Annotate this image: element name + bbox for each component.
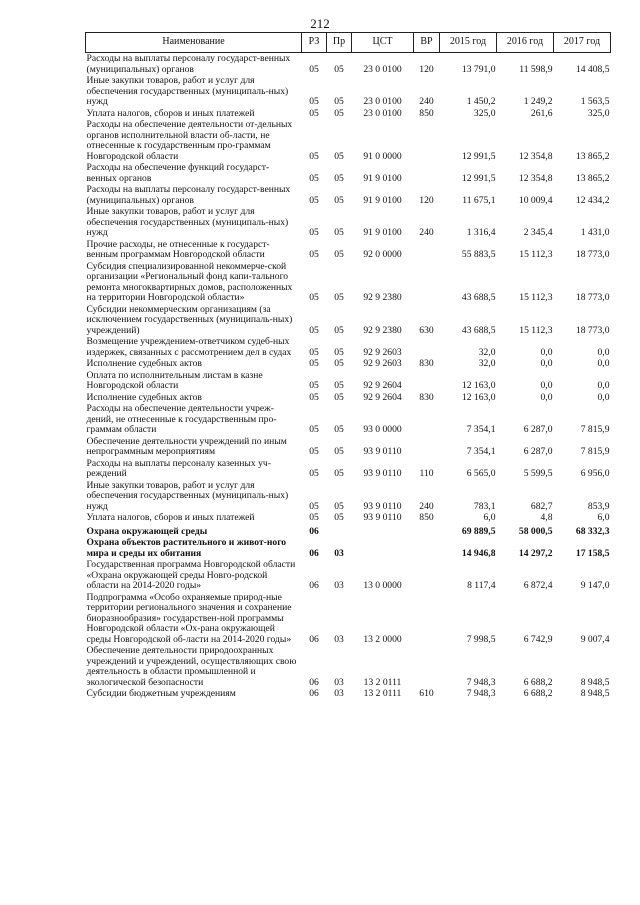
- row-pr: 05: [334, 63, 344, 75]
- row-rz: 05: [309, 424, 319, 435]
- row-vr: [414, 436, 440, 458]
- row-cst: 92 9 2380: [363, 324, 402, 336]
- row-rz: 05: [309, 468, 319, 479]
- row-cst: 93 9 0110: [363, 446, 402, 457]
- row-2015: 1 450,2: [466, 96, 496, 107]
- row-pr: 05: [334, 249, 344, 260]
- row-2015: 7 998,5: [466, 633, 496, 645]
- row-2017: 9 007,4: [580, 633, 610, 645]
- row-pr: 05: [334, 346, 344, 358]
- row-2016: 2 345,4: [523, 227, 553, 238]
- row-pr: 03: [334, 547, 344, 559]
- row-pr: 05: [334, 227, 344, 238]
- row-2017: 14 408,5: [575, 63, 610, 75]
- row-rz: 05: [309, 380, 319, 391]
- row-2015: 11 675,1: [462, 194, 496, 206]
- header-2015: 2015 год: [440, 33, 497, 53]
- row-name: Субсидии некоммерческим организациям (за исключением государственных (муниципаль-ных) учреждений): [86, 303, 293, 336]
- table-row: [86, 480, 611, 513]
- row-rz: 06: [309, 633, 319, 645]
- row-name: Охрана окружающей среды: [86, 525, 208, 537]
- row-2016: 12 354,8: [518, 172, 553, 184]
- row-cst: 13 2 0111: [363, 676, 402, 688]
- table-row: [86, 392, 611, 404]
- row-vr: [414, 537, 440, 559]
- row-vr: [414, 524, 440, 538]
- row-rz: 05: [309, 512, 319, 523]
- row-2015: 325,0: [473, 107, 496, 119]
- row-name: Возмещение учреждением-ответчиком судеб-ных издержек, связанных с рассмотрением дел в судах: [86, 336, 292, 358]
- row-name: Субсидии бюджетным учреждениям: [86, 688, 236, 699]
- row-rz: 06: [309, 547, 319, 559]
- row-rz: 05: [309, 150, 319, 162]
- row-pr: 05: [334, 150, 344, 162]
- row-name: Расходы на обеспечение деятельности от-дельных органов исполнительной власти об-ласти, не отнесенные к государственным про-граммам Новгородской области: [86, 119, 293, 162]
- row-rz: 05: [309, 446, 319, 457]
- row-rz: 05: [309, 194, 319, 206]
- row-cst: 91 9 0100: [363, 194, 402, 206]
- row-cst: 92 9 2380: [363, 292, 402, 303]
- row-2017: 6 956,0: [580, 468, 610, 479]
- row-2017: 13 865,2: [575, 150, 610, 162]
- row-rz: 06: [309, 525, 319, 537]
- row-name: Оплата по исполнительным листам в казне Новгородской области: [86, 369, 263, 391]
- row-name: Прочие расходы, не отнесенные к государст-венным программам Новгородской области: [86, 238, 270, 260]
- row-2017: 18 773,0: [575, 324, 610, 336]
- row-vr: 120: [419, 194, 434, 206]
- row-pr: 03: [334, 676, 344, 688]
- row-2015: 7 354,1: [466, 446, 496, 457]
- table-row: [86, 403, 611, 436]
- row-name: Обеспечение деятельности учреждений по иным непрограммным мероприятиям: [86, 435, 287, 457]
- row-2015: 12 991,5: [461, 172, 496, 184]
- row-2017: 68 332,3: [575, 525, 610, 537]
- row-2016: 0,0: [540, 358, 553, 369]
- row-pr: 05: [334, 194, 344, 206]
- row-2015: 6,0: [483, 512, 496, 523]
- table-row: [86, 436, 611, 458]
- row-vr: 240: [419, 96, 434, 107]
- table-row: [86, 206, 611, 239]
- table-row: [86, 162, 611, 184]
- row-cst: 93 9 0110: [363, 512, 402, 523]
- row-2017: 17 158,5: [575, 547, 610, 559]
- row-2016: 682,7: [530, 500, 553, 512]
- table-row: [86, 239, 611, 261]
- row-name: Уплата налогов, сборов и иных платежей: [86, 107, 255, 119]
- row-2017: 0,0: [597, 358, 610, 369]
- row-cst: 13 2 0000: [363, 633, 402, 645]
- row-name: Расходы на обеспечение деятельности учреж-дений, не отнесенные к государственным про-граммам области: [86, 403, 277, 435]
- row-rz: 05: [309, 391, 319, 403]
- table-row: [86, 304, 611, 337]
- row-2015: 8 117,4: [467, 580, 496, 591]
- row-cst: 23 0 0100: [363, 107, 402, 119]
- row-2016: 58 000,5: [518, 525, 553, 537]
- row-2017: 8 948,5: [580, 688, 610, 699]
- row-2015: 43 688,5: [461, 292, 496, 303]
- row-name: Исполнение судебных актов: [86, 391, 202, 403]
- table-row: [86, 688, 611, 700]
- row-cst: 92 9 2603: [363, 346, 402, 358]
- header-pr: Пр: [327, 33, 352, 53]
- row-2015: 14 946,8: [461, 547, 496, 559]
- row-2016: 15 112,3: [519, 249, 553, 260]
- row-name: Расходы на выплаты персоналу государст-венных (муниципальных) органов: [86, 184, 291, 206]
- row-vr: [414, 403, 440, 436]
- row-2015: 55 883,5: [461, 249, 496, 260]
- table-row: [86, 592, 611, 646]
- page-number: 212: [310, 16, 330, 31]
- table-row: [86, 184, 611, 206]
- row-2016: 0,0: [540, 391, 553, 403]
- row-cst: 13 2 0111: [363, 688, 402, 699]
- row-2015: 12 163,0: [461, 380, 496, 391]
- row-pr: 05: [334, 96, 344, 107]
- row-2015: 7 948,3: [466, 688, 496, 699]
- row-rz: 05: [309, 500, 319, 512]
- row-vr: 850: [419, 107, 434, 119]
- row-pr: [327, 524, 352, 538]
- row-vr: 240: [419, 500, 434, 512]
- budget-table: [85, 32, 611, 700]
- row-2017: 0,0: [597, 346, 610, 358]
- row-2016: 6 287,0: [523, 424, 553, 435]
- row-2017: 9 147,0: [580, 580, 610, 591]
- row-name: Охрана объектов растительного и живот-ного мира и среды их обитания: [86, 537, 287, 559]
- row-pr: 05: [334, 500, 344, 512]
- row-2017: 18 773,0: [575, 292, 610, 303]
- row-2017: 13 865,2: [575, 172, 610, 184]
- row-vr: 240: [419, 227, 434, 238]
- row-vr: 630: [419, 324, 434, 336]
- row-name: Расходы на выплаты персоналу государст-венных (муниципальных) органов: [86, 53, 291, 75]
- row-vr: [414, 645, 440, 688]
- row-2016: 261,6: [530, 107, 553, 119]
- row-name: Государственная программа Новгородской области «Охрана окружающей среды Новго-родской области на 2014-2020 годы»: [86, 559, 296, 591]
- table-row: [86, 458, 611, 480]
- row-vr: [414, 370, 440, 392]
- row-pr: 05: [334, 324, 344, 336]
- row-name: Расходы на выплаты персоналу казенных уч-реждений: [86, 457, 271, 479]
- row-2016: 6 688,2: [523, 688, 553, 699]
- row-cst: 92 0 0000: [363, 249, 402, 260]
- row-2017: 7 815,9: [580, 446, 610, 457]
- row-2015: 783,1: [473, 500, 496, 512]
- row-vr: [414, 261, 440, 304]
- row-2016: 11 598,9: [519, 63, 553, 75]
- header-rz: РЗ: [302, 33, 327, 53]
- row-cst: 91 0 0000: [363, 150, 402, 162]
- header-vr: ВР: [414, 33, 440, 53]
- row-pr: 05: [334, 446, 344, 457]
- row-vr: 610: [419, 688, 434, 699]
- table-row: [86, 370, 611, 392]
- row-2017: 1 431,0: [580, 227, 610, 238]
- row-rz: 05: [309, 172, 319, 184]
- row-cst: 23 0 0100: [363, 96, 402, 107]
- row-cst: 93 9 0110: [363, 468, 402, 479]
- row-2015: 13 791,0: [461, 63, 496, 75]
- row-2017: 6,0: [597, 512, 610, 523]
- table-row: [86, 336, 611, 358]
- table-row: [86, 559, 611, 592]
- row-vr: 110: [419, 468, 434, 479]
- row-2015: 12 163,0: [461, 391, 496, 403]
- table-row: [86, 524, 611, 538]
- header-cst: ЦСТ: [352, 33, 414, 53]
- row-rz: 05: [309, 324, 319, 336]
- row-pr: 03: [334, 580, 344, 591]
- row-rz: 05: [309, 107, 319, 119]
- row-2015: 1 316,4: [466, 227, 496, 238]
- row-2016: 0,0: [540, 346, 553, 358]
- row-name: Подпрограмма «Особо охраняемые природ-ные территории регионального значения и сохранение биоразнообразия» государствен-ной программы Новгородской области «Ох-рана окружающей среды Новгородской об-ласти на 2014-2020 годы»: [86, 591, 292, 645]
- row-pr: 05: [334, 358, 344, 369]
- row-pr: 05: [334, 512, 344, 523]
- table-header-row: [86, 33, 611, 53]
- row-pr: 05: [334, 172, 344, 184]
- row-name: Расходы на обеспечение функций государст-венных органов: [86, 162, 270, 184]
- row-name: Субсидия специализированной некоммерче-ской организации «Региональный фонд капи-тального ремонта многоквартирных домов, расположенных на территории Новгородской области»: [86, 260, 293, 303]
- row-2015: 7 948,3: [466, 676, 496, 688]
- row-rz: 05: [309, 249, 319, 260]
- row-cst: 93 0 0000: [363, 424, 402, 435]
- row-2016: 5 599,5: [523, 468, 553, 479]
- row-name: Обеспечение деятельности природоохранных учреждений и учреждений, осуществляющих свою деятельность в области промышленной и экологической безопасности: [86, 645, 297, 688]
- row-2016: 6 742,9: [523, 633, 553, 645]
- row-name: Исполнение судебных актов: [86, 358, 202, 369]
- table-row: [86, 358, 611, 370]
- row-2015: 6 565,0: [466, 468, 496, 479]
- row-pr: 05: [334, 107, 344, 119]
- row-rz: 05: [309, 227, 319, 238]
- row-rz: 05: [309, 292, 319, 303]
- table-row: [86, 645, 611, 688]
- row-2016: 6 872,4: [523, 580, 553, 591]
- row-2017: 1 563,5: [580, 96, 610, 107]
- row-vr: 120: [419, 63, 434, 75]
- row-cst: [352, 524, 414, 538]
- row-pr: 05: [334, 292, 344, 303]
- row-2016: 1 249,2: [523, 96, 553, 107]
- row-2015: 7 354,1: [466, 424, 496, 435]
- row-cst: 92 9 2604: [363, 380, 402, 391]
- row-2015: 32,0: [478, 358, 496, 369]
- row-2015: 12 991,5: [461, 150, 496, 162]
- row-pr: 05: [334, 468, 344, 479]
- row-2017: 0,0: [597, 391, 610, 403]
- row-name: Уплата налогов, сборов и иных платежей: [86, 512, 255, 523]
- row-2017: 853,9: [587, 500, 610, 512]
- row-2016: 6 688,2: [523, 676, 553, 688]
- row-rz: 05: [309, 346, 319, 358]
- row-pr: 05: [334, 424, 344, 435]
- table-row: [86, 108, 611, 120]
- table-row: [86, 53, 611, 76]
- row-cst: 91 9 0100: [363, 227, 402, 238]
- row-2015: 32,0: [478, 346, 496, 358]
- row-vr: [414, 336, 440, 358]
- row-2015: 43 688,5: [461, 324, 496, 336]
- table-row: [86, 119, 611, 162]
- row-cst: 23 0 0100: [363, 63, 402, 75]
- row-name: Иные закупки товаров, работ и услуг для обеспечения государственных (муниципаль-ных) нужд: [86, 206, 289, 238]
- row-pr: 05: [334, 380, 344, 391]
- row-2016: 0,0: [540, 380, 553, 391]
- row-2016: 12 354,8: [518, 150, 553, 162]
- row-2017: 18 773,0: [575, 249, 610, 260]
- row-cst: 13 0 0000: [363, 580, 402, 591]
- table-row: [86, 512, 611, 524]
- row-2016: 14 297,2: [518, 547, 553, 559]
- table-row: [86, 261, 611, 304]
- row-2017: 7 815,9: [580, 424, 610, 435]
- row-2016: 10 009,4: [518, 194, 553, 206]
- row-2016: 15 112,3: [519, 292, 553, 303]
- row-rz: 06: [309, 676, 319, 688]
- row-2017: 12 434,2: [575, 194, 610, 206]
- row-vr: [414, 239, 440, 261]
- row-pr: 03: [334, 688, 344, 699]
- row-cst: 93 9 0110: [363, 500, 402, 512]
- row-rz: 06: [309, 580, 319, 591]
- table-row: [86, 537, 611, 559]
- row-2016: 15 112,3: [519, 324, 553, 336]
- row-rz: 05: [309, 358, 319, 369]
- row-name: Иные закупки товаров, работ и услуг для обеспечения государственных (муниципаль-ных) нужд: [86, 75, 289, 107]
- row-vr: [414, 119, 440, 162]
- row-vr: [414, 592, 440, 646]
- row-2017: 8 948,5: [580, 676, 610, 688]
- row-cst: 92 9 2603: [363, 358, 402, 369]
- header-2016: 2016 год: [497, 33, 554, 53]
- table-row: [86, 75, 611, 108]
- row-name: Иные закупки товаров, работ и услуг для обеспечения государственных (муниципаль-ных) нужд: [86, 479, 289, 512]
- row-vr: 850: [419, 512, 434, 523]
- row-vr: 830: [419, 391, 434, 403]
- header-name: Наименование: [86, 33, 302, 53]
- row-cst: 92 9 2604: [363, 391, 402, 403]
- row-vr: [414, 162, 440, 184]
- row-2015: 69 889,5: [461, 525, 496, 537]
- row-2016: 4,8: [540, 512, 553, 523]
- header-2017: 2017 год: [554, 33, 611, 53]
- row-pr: 03: [334, 633, 344, 645]
- row-rz: 06: [309, 688, 319, 699]
- row-vr: [414, 559, 440, 592]
- row-rz: 05: [309, 96, 319, 107]
- row-2016: 6 287,0: [523, 446, 553, 457]
- row-rz: 05: [309, 63, 319, 75]
- row-2017: 325,0: [587, 107, 610, 119]
- row-2017: 0,0: [597, 380, 610, 391]
- row-vr: 830: [419, 358, 434, 369]
- row-cst: 91 9 0100: [363, 172, 402, 184]
- row-pr: 05: [334, 391, 344, 403]
- row-cst: [352, 537, 414, 559]
